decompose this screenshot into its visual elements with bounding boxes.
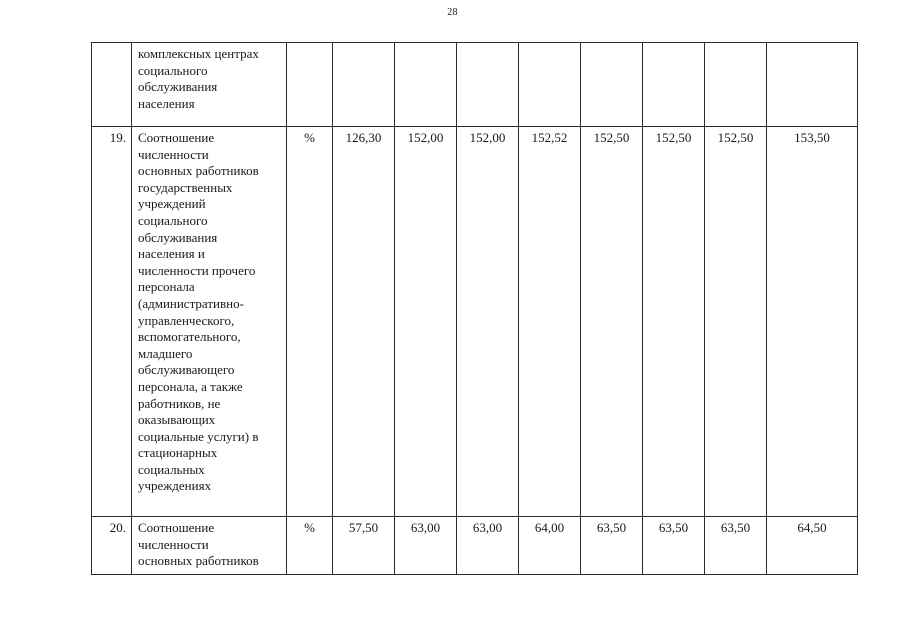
page-number: 28	[447, 7, 458, 18]
unit-cell	[287, 43, 333, 127]
indicator-name-line: персонала, а также	[138, 378, 243, 394]
indicator-name-line: учреждений	[138, 196, 206, 212]
value-cell: 63,50	[643, 517, 705, 575]
value-cell	[705, 43, 767, 127]
value-cell: 152,00	[457, 127, 519, 517]
indicator-name-line: работников, не	[138, 395, 221, 411]
indicator-name-line: вспомогательного,	[138, 329, 241, 345]
value-cell: 63,50	[581, 517, 643, 575]
indicator-name-line: персонала	[138, 279, 195, 295]
indicator-name-line: основных работников	[138, 163, 259, 179]
row-number	[92, 43, 132, 127]
value-cell: 64,50	[767, 517, 858, 575]
table-row	[92, 43, 858, 127]
value-cell: 152,52	[519, 127, 581, 517]
indicator-name-line: обслуживания	[138, 229, 218, 245]
value-cell: 63,00	[395, 517, 457, 575]
indicator-name-line: основных работников	[138, 553, 259, 569]
indicator-name-line: численности прочего	[138, 262, 256, 278]
indicator-name-line: обслуживания	[138, 79, 218, 95]
indicator-name-line: стационарных	[138, 445, 218, 461]
indicator-name-line: социальные услуги) в	[138, 428, 259, 444]
indicator-name-line: населения	[138, 95, 195, 111]
indicator-name-line: численности	[138, 146, 209, 162]
value-cell: 63,50	[705, 517, 767, 575]
indicator-name-line: населения и	[138, 246, 205, 262]
value-cell	[457, 43, 519, 127]
table-row	[92, 517, 858, 575]
indicator-name-line: социального	[138, 62, 208, 78]
indicator-name-line: обслуживающего	[138, 362, 235, 378]
value-cell	[643, 43, 705, 127]
unit-cell: %	[287, 127, 333, 517]
indicator-name	[132, 43, 287, 127]
value-cell	[581, 43, 643, 127]
indicator-name-line: социального	[138, 212, 208, 228]
unit-cell: %	[287, 517, 333, 575]
indicator-name-line: численности	[138, 536, 209, 552]
indicator-name-line: Соотношение	[138, 520, 215, 535]
row-number: 20.	[92, 517, 132, 575]
indicators-table	[91, 42, 858, 575]
indicator-name-line: учреждениях	[138, 478, 212, 494]
indicator-name-line: Соотношение	[138, 130, 215, 145]
value-cell	[519, 43, 581, 127]
row-number: 19.	[92, 127, 132, 517]
value-cell: 57,50	[333, 517, 395, 575]
indicator-name-line: оказывающих	[138, 412, 216, 428]
indicator-name-line: (административно-	[138, 295, 244, 311]
indicator-name	[132, 517, 287, 575]
value-cell: 152,50	[643, 127, 705, 517]
indicator-name-line: управленческого,	[138, 312, 235, 328]
value-cell: 126,30	[333, 127, 395, 517]
value-cell: 64,00	[519, 517, 581, 575]
indicator-name-line: младшего	[138, 345, 193, 361]
value-cell	[395, 43, 457, 127]
indicator-name	[132, 127, 287, 517]
indicator-name-line: социальных	[138, 461, 205, 477]
value-cell: 152,50	[581, 127, 643, 517]
value-cell: 152,00	[395, 127, 457, 517]
value-cell	[767, 43, 858, 127]
value-cell: 152,50	[705, 127, 767, 517]
table-row	[92, 127, 858, 517]
value-cell	[333, 43, 395, 127]
value-cell: 63,00	[457, 517, 519, 575]
value-cell: 153,50	[767, 127, 858, 517]
indicator-name-line: государственных	[138, 179, 233, 195]
indicator-name-line: комплексных центрах	[138, 46, 259, 61]
